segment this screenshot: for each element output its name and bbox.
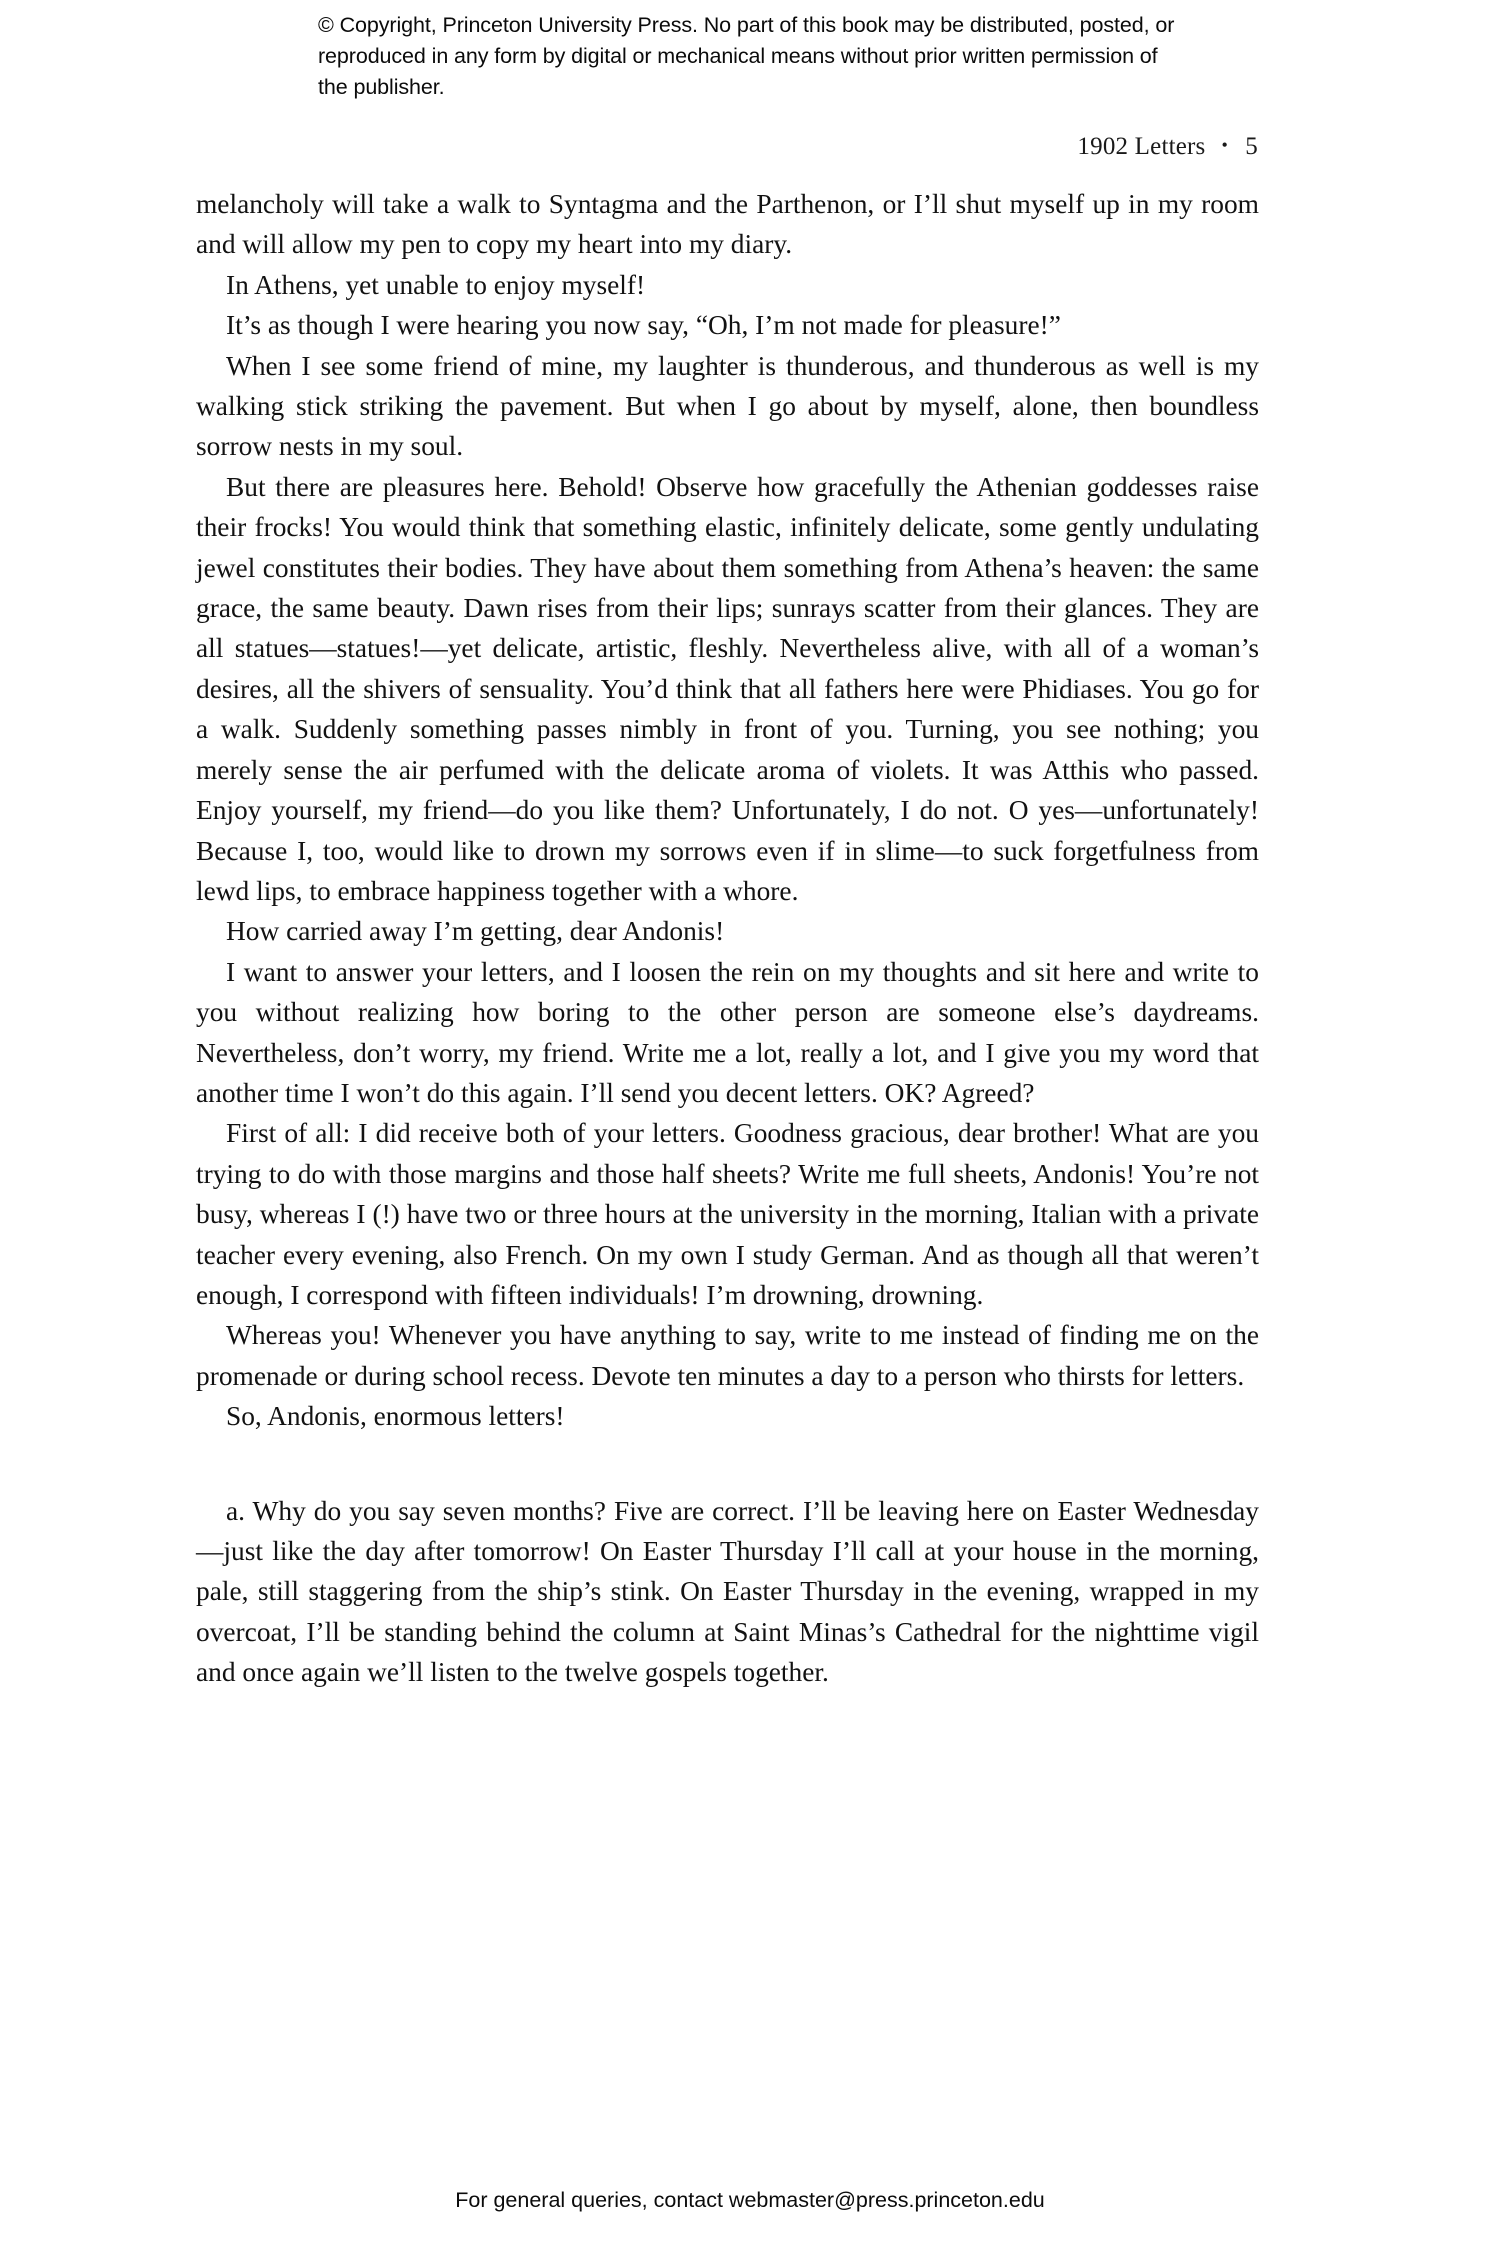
running-header-title: 1902 Letters [1077, 133, 1206, 160]
paragraph-when-i-see: When I see some friend of mine, my laughter is thunderous, and thunderous as well is my walking stick striking the pavement. But when I go about by myself, alone, then boundless sorrow nests in my soul. [196, 350, 1259, 462]
paragraph-note-a: a. Why do you say seven months? Five are correct. I’ll be leaving here on Easter Wednesday—just like the day after tomorrow! On Easter Thursday I’ll call at your house in the morning, pale, still staggering from the ship’s stink. On Easter Thursday in the evening, wrapped in my overcoat, I’ll be standing behind the column at Saint Minas’s Cathedral for the nighttime vigil and once again we’ll listen to the twelve gospels together. [196, 1495, 1259, 1688]
paragraph-i-want-to-answer: I want to answer your letters, and I loosen the rein on my thoughts and sit here and write to you without realizing how boring to the other person are someone else’s daydreams. Nevertheless, don’t worry, my friend. Write me a lot, really a lot, and I give you my word that another time I won’t do this again. I’ll send you decent letters. OK? Agreed? [196, 956, 1259, 1108]
paragraph-how-carried-away: How carried away I’m getting, dear Andonis! [226, 916, 725, 947]
bullet-separator-icon: • [1221, 135, 1228, 155]
paragraph-melancholy: melancholy will take a walk to Syntagma and the Parthenon, or I’ll shut myself up in my room and will allow my pen to copy my heart into my diary. [196, 189, 1259, 260]
page-number: 5 [1245, 133, 1258, 160]
paragraph-so-andonis: So, Andonis, enormous letters! [226, 1401, 565, 1432]
page-footer: For general queries, contact webmaster@press.princeton.edu [455, 2188, 1045, 2212]
paragraph-its-as-though: It’s as though I were hearing you now say, “Oh, I’m not made for pleasure!” [226, 310, 1061, 341]
paragraph-spacer [196, 1437, 1259, 1491]
paragraph-in-athens: In Athens, yet unable to enjoy myself! [226, 269, 646, 300]
copyright-notice: © Copyright, Princeton University Press. No part of this book may be distributed, posted, or reproduced in any form by digital or mechanical means without prior written permission of the publisher. [318, 13, 1175, 99]
paragraph-but-there-are-pleasures: But there are pleasures here. Behold! Observe how gracefully the Athenian goddesses raise their frocks! You would think that something elastic, infinitely delicate, some gently undulating jewel constitutes their bodies. They have about them something from Athena’s heaven: the same grace, the same beauty. Dawn rises from their lips; sunrays scatter from their glances. They are all statues—statues!—yet delicate, artistic, fleshly. Nevertheless alive, with all of a woman’s desires, all the shivers of sensuality. You’d think that all fathers here were Phidiases. You go for a walk. Suddenly something passes nimbly in front of you. Turning, you see nothing; you merely sense the air perfumed with the delicate aroma of violets. It was Atthis who passed. Enjoy yourself, my friend—do you like them? Unfortunately, I do not. O yes—unfortunately! Because I, too, would like to drown my sorrows even if in slime—to suck forgetfulness from lewd lips, to embrace happiness together with a whore. [196, 471, 1259, 906]
paragraph-whereas-you: Whereas you! Whenever you have anything to say, write to me instead of finding me on the promenade or during school recess. Devote ten minutes a day to a person who thirsts for letters. [196, 1320, 1259, 1391]
paragraph-first-of-all: First of all: I did receive both of your letters. Goodness gracious, dear brother! What are you trying to do with those margins and those half sheets? Write me full sheets, Andonis! You’re not busy, whereas I (!) have two or three hours at the university in the morning, Italian with a private teacher every evening, also French. On my own I study German. And as though all that weren’t enough, I correspond with fifteen individuals! I’m drowning, drowning. [196, 1118, 1259, 1310]
running-header [196, 132, 1258, 163]
page-body [196, 184, 1259, 1693]
